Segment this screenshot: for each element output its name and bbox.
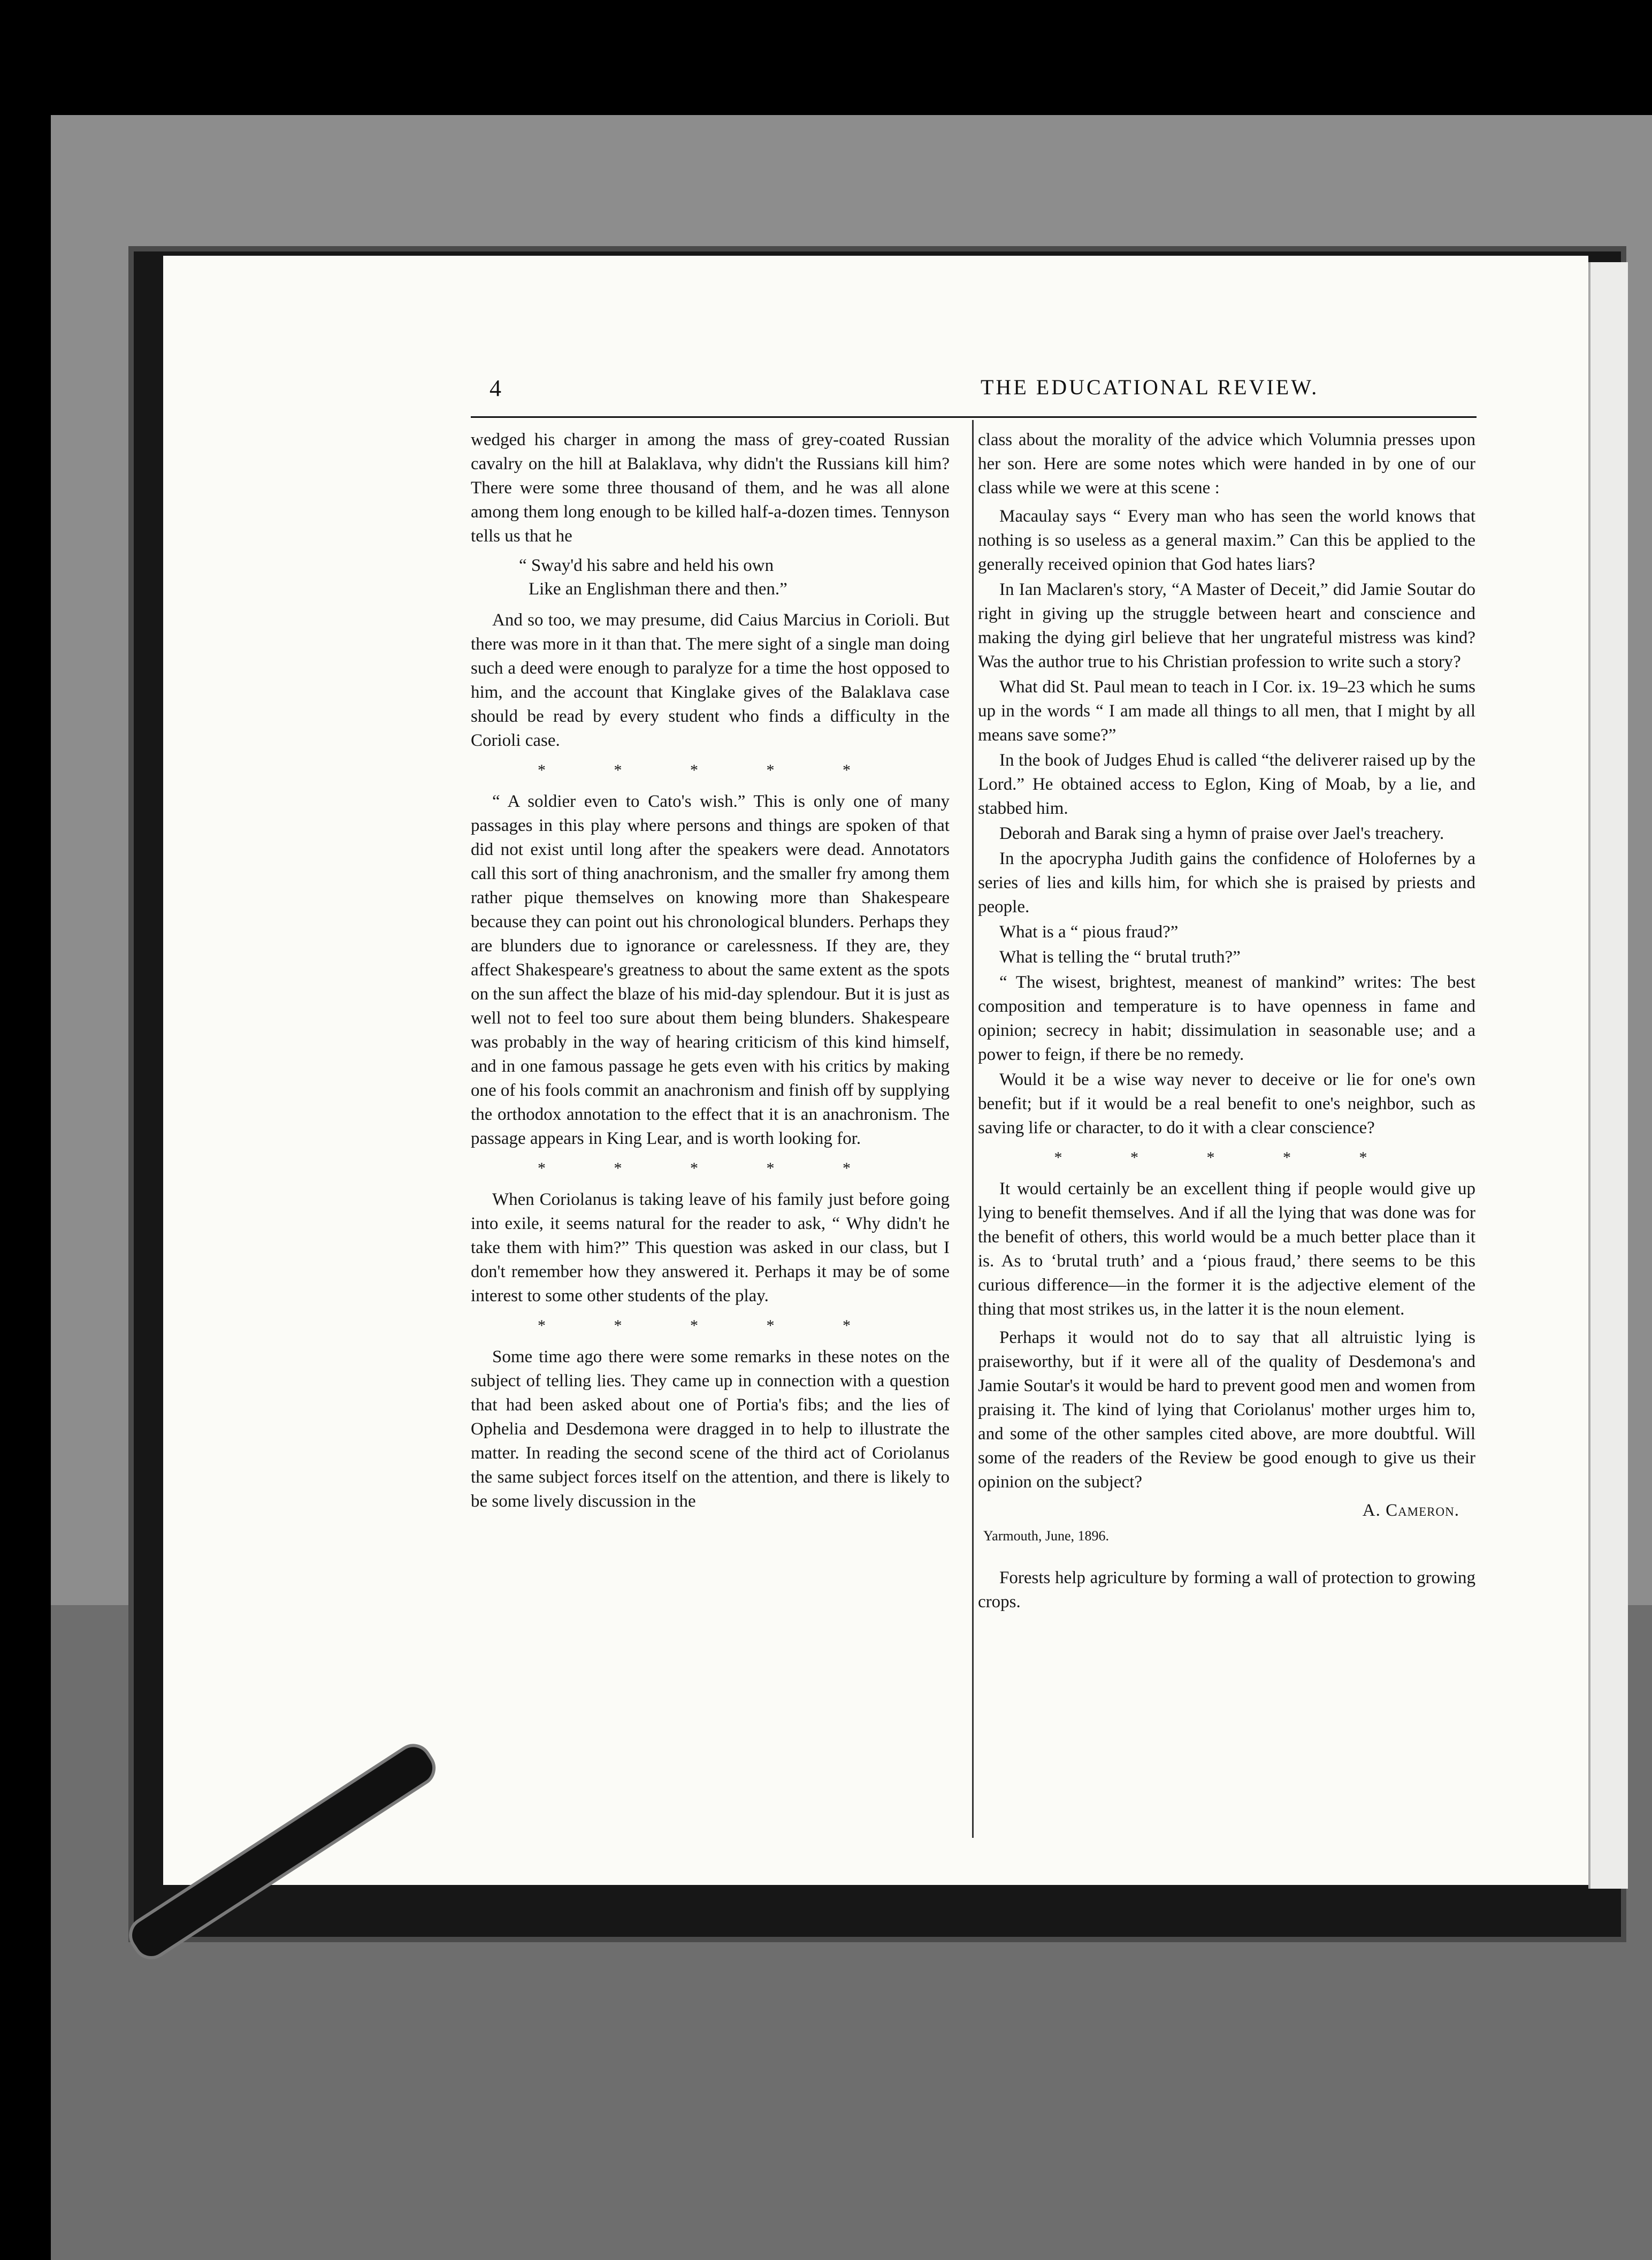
section-separator: * * * * *	[538, 1317, 883, 1334]
paragraph: What is a “ pious fraud?”	[999, 922, 1179, 942]
paragraph: Deborah and Barak sing a hymn of praise over Jael's treachery.	[999, 824, 1444, 843]
paragraph: Some time ago there were some remarks in these notes on the subject of telling lies. They came up in connection with a question that had been asked about one of Portia's fibs; and the lies of Ophelia and Desdemona were dragged in to help to illustrate the matter. In reading the second scene of the third act of Coriolanus the same subject forces itself on the attention, and there is likely to be some lively discussion in the	[471, 1347, 950, 1511]
verse-line: “ Sway'd his sabre and held his own	[519, 556, 774, 575]
paragraph: And so too, we may presume, did Caius Marcius in Corioli. But there was more in it than that. The mere sight of a single man doing such a deed were enough to paralyze for a time the host opposed to him, and the account that Kinglake gives of the Balaklava case should be read by every student who finds a difficulty in the Corioli case.	[471, 610, 950, 750]
right-column	[978, 428, 1475, 1618]
dateline: Yarmouth, June, 1896.	[983, 1528, 1109, 1544]
paragraph: It would certainly be an excellent thing if people would give up lying to benefit themselves. And if all the lying that was done was for the benefit of others, this world would be a much better place than it is. As to ‘brutal truth’ and a ‘pious fraud,’ there seems to be this curious difference—in the former it is the adjective element of the thing that most strikes us, in the latter it is the noun element.	[978, 1179, 1475, 1319]
paragraph: class about the morality of the advice which Volumnia presses upon her son. Here are some notes which were handed in by one of our class while we were at this scene :	[978, 430, 1475, 498]
paragraph: wedged his charger in among the mass of grey-coated Russian cavalry on the hill at Balaklava, why didn't the Russians kill him? There were some three thousand of them, and he was all alone among them long enough to be killed half-a-dozen times. Tennyson tells us that he	[471, 430, 950, 546]
paragraph: What is telling the “ brutal truth?”	[999, 948, 1241, 967]
paragraph: What did St. Paul mean to teach in I Cor. ix. 19–23 which he sums up in the words “ I am made all things to all men, that I might by all means save some?”	[978, 677, 1475, 745]
header-rule	[471, 416, 1477, 418]
section-separator: * * * * *	[538, 1159, 883, 1177]
paragraph: “ The wisest, brightest, meanest of mankind” writes: The best composition and temperature is to have openness in fame and opinion; secrecy in habit; dissimulation in seasonable use; and a power to feign, if there be no remedy.	[978, 973, 1475, 1064]
left-column	[471, 428, 950, 1518]
paragraph: Forests help agriculture by forming a wall of protection to growing crops.	[978, 1568, 1475, 1612]
section-separator: * * * * *	[1054, 1149, 1399, 1166]
column-divider	[972, 420, 974, 1838]
paragraph: In the apocrypha Judith gains the confidence of Holofernes by a series of lies and kills him, for which she is praised by priests and people.	[978, 849, 1475, 917]
page-number: 4	[490, 375, 501, 401]
paragraph: When Coriolanus is taking leave of his family just before going into exile, it seems natural for the reader to ask, “ Why didn't he take them with him?” This question was asked in our class, but I don't remember how they answered it. Perhaps it may be of some interest to some other students of the play.	[471, 1190, 950, 1305]
paragraph: Would it be a wise way never to deceive or lie for one's own benefit; but if it would be a real benefit to one's neighbor, such as saving life or character, to do it with a clear conscience?	[978, 1070, 1475, 1137]
journal-title: THE EDUCATIONAL REVIEW.	[981, 375, 1319, 399]
section-separator: * * * * *	[538, 761, 883, 779]
page-edges	[1588, 262, 1628, 1889]
author-signature: A. Cameron.	[1362, 1501, 1459, 1520]
paragraph: Perhaps it would not do to say that all altruistic lying is praiseworthy, but if it were all of the quality of Desdemona's and Jamie Soutar's it would be hard to prevent good men and women from praising it. The kind of lying that Coriolanus' mother urges him to, and some of the other samples cited above, are more doubtful. Will some of the readers of the Review be good enough to give us their opinion on the subject?	[978, 1328, 1475, 1492]
paragraph: “ A soldier even to Cato's wish.” This is only one of many passages in this play where persons and things are spoken of that did not exist until long after the speakers were dead. Annotators call this sort of thing anachronism, and the smaller fry among them rather pique themselves on knowing more than Shakespeare because they can point out his chronological blunders. Perhaps they are blunders due to ignorance or carelessness. If they are, they affect Shakespeare's greatness to about the same extent as the spots on the sun affect the blaze of his mid-day splendour. But it is just as well not to feel too sure about them being blunders. Shakespeare was probably in the way of hearing criticism of this kind himself, and in one famous passage he gets even with his critics by making one of his fools commit an anachronism and finish off by supplying the orthodox annotation to the effect that it is an anachronism. The passage appears in King Lear, and is worth looking for.	[471, 792, 950, 1148]
verse-quote	[519, 554, 950, 601]
paragraph: Macaulay says “ Every man who has seen the world knows that nothing is so useless as a general maxim.” Can this be applied to the generally received opinion that God hates liars?	[978, 507, 1475, 574]
verse-line: Like an Englishman there and then.”	[529, 579, 787, 599]
paragraph: In the book of Judges Ehud is called “the deliverer raised up by the Lord.” He obtained access to Eglon, King of Moab, by a lie, and stabbed him.	[978, 751, 1475, 818]
paragraph: In Ian Maclaren's story, “A Master of Deceit,” did Jamie Soutar do right in giving up the struggle between heart and conscience and making the dying girl believe that her ungrateful mistress was kind? Was the author true to his Christian profession to write such a story?	[978, 580, 1475, 671]
